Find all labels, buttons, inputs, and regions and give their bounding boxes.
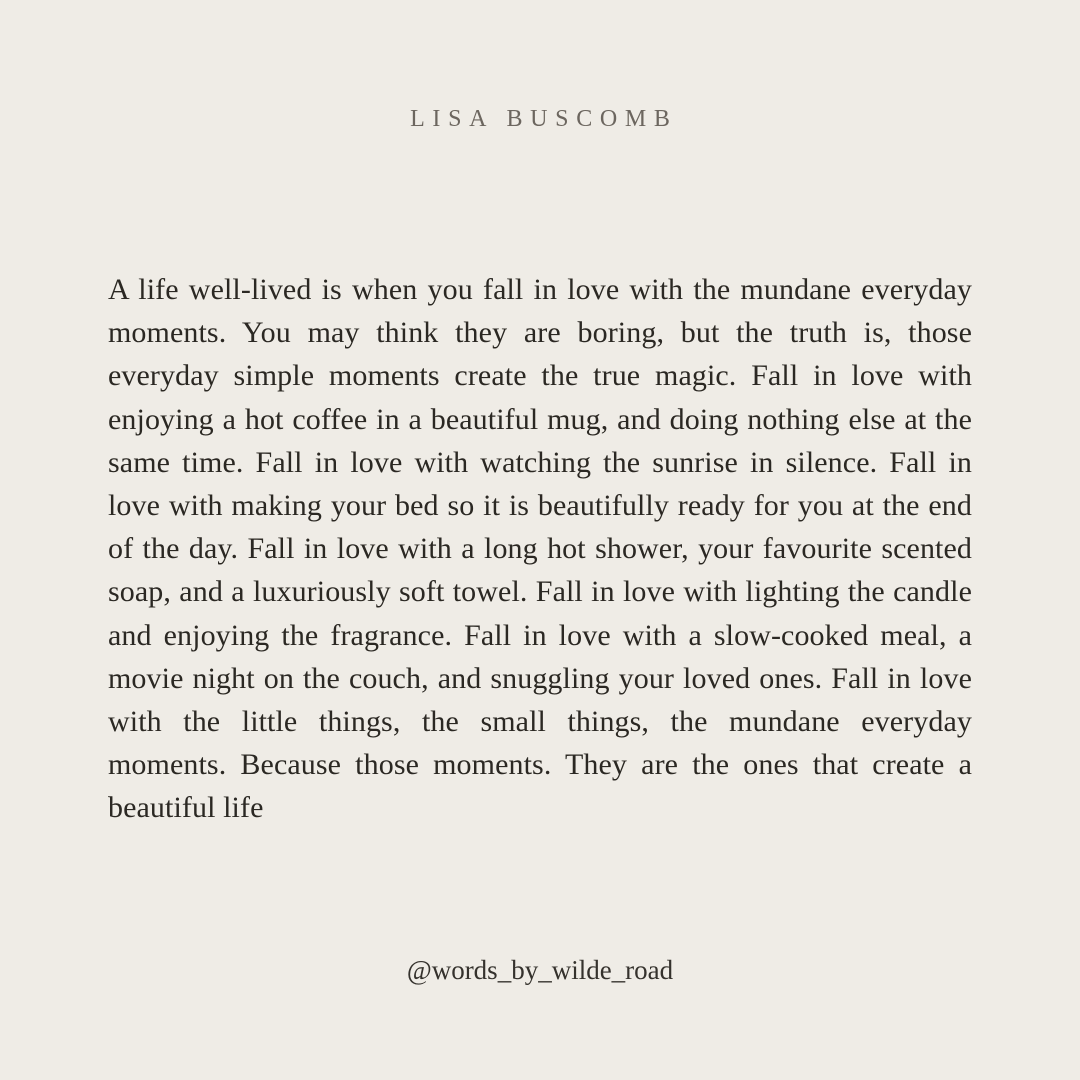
quote-body-text: A life well-lived is when you fall in love with the mundane everyday moments. You may think they are boring, but the truth is, those everyday simple moments create the true magic. Fall in love with enjoying a hot coffee in a beautiful mug, and doing nothing else at the same time. Fall in love with watching the sunrise in silence. Fall in love with making your bed so it is beautifully ready for you at the end of the day. Fall in love with a long hot shower, your favourite scented soap, and a luxuriously soft towel. Fall in love with lighting the candle and enjoying the fragrance. Fall in love with a slow-cooked meal, a movie night on the couch, and snuggling your loved ones. Fall in love with the little things, the small things, the mundane everyday moments. Because those moments. They are the ones that create a beautiful life bbox=[108, 273, 972, 825]
author-name: LISA BUSCOMB bbox=[410, 106, 678, 132]
social-handle: @words_by_wilde_road bbox=[406, 955, 674, 985]
